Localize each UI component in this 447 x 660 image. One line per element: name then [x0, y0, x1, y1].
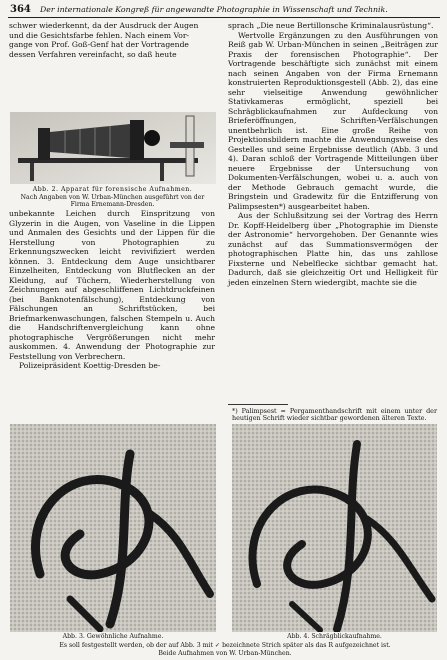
text-line: dessen Verfahren vereinfacht, so daß heute [9, 49, 177, 59]
left-column-body [9, 209, 215, 371]
caption-line: Beide Aufnahmen von W. Urban-München. [158, 649, 292, 657]
text-line: und die Gesichtsfarbe fehlen. Nach einem Vor- [9, 30, 190, 40]
caption-line: Es soll festgestellt werden, ob der auf Abb. 3 mit ✓ bezeichnete Strich später als das R aufgezeichnet ist. [59, 642, 391, 649]
paragraph: Polizeipräsident Koettig-Dresden be- [19, 361, 161, 370]
figure-3-caption: Abb. 3. Gewöhnliche Aufnahme. [62, 633, 164, 640]
caption-line: Abb. 2. Apparat für forensische Aufnahmen. [32, 186, 193, 193]
paragraph: unbekannte Leichen durch Einspritzung von Glyzerin in die Augen, von Vaseline in die Lippen und Anmalen des Gesichts und der Lippen für die Herstellung von Photographien zu Erkennungszwecken leicht revivifiziert werden können. 3. Entdeckung dem Auge unsichtbarer Einzelheiten, Entdeckung von Blutflecken an der Kleidung, auf Tüchern, Wiederherstellung von Zeichnungen auf abgeschliffenen Lichtdruckfeinen (bei Banknotenfälschung), Entdeckung von Fälschungen an Schriftstücken, bei Briefmarkenwaschungen, falschen Stempeln u. Auch die Handschriftenvergleichung kann ohne photographische Vergrößerungen nicht mehr auskommen. 4. Anwendung der Photographie zur Feststellung von Verbrechern. [9, 209, 215, 361]
text-line: gange von Prof. Goß-Genf hat der Vortragende [9, 40, 189, 49]
paragraph: Wertvolle Ergänzungen zu den Ausführungen von Reiß gab W. Urban-München in seinen „Beiträgen zur Praxis der forensischen Photographie“. Der Vortragende beschäftigte sich zunächst mit einem nach seinen Angaben von der Firma Ernemann konstruierten Reproduktionsgestell (Abb. 2), das eine sehr vielseitige Anwendung gewöhnlicher Stativkameras ermöglicht, speziell bei Schrägblickaufnahmen zur Aufdeckung von Brieferöffnungen, Schriften-Verfälschungen unentbehrlich ist. Eine große Reihe von Projektionsbildern machte die Anwendungsweise des Gestelles und seine Ergebnisse deutlich (Abb. 3 und 4). Daran schloß der Vortragende Mitteilungen über neuere Ergebnisse der Untersuchung von Dokumenten-Verfälschungen, wobei u. a. auch von der Methode Gebrauch gemacht wurde, die Bringstein und Gradewitz für die Entzifferung von Palimpsesten*) ausgearbeitet haben. [228, 30, 438, 211]
text-line: schwer wiederkennt, da der Ausdruck der Augen [9, 21, 199, 30]
figure-4-caption: Abb. 4. Schrägblickaufnahme. [287, 633, 382, 640]
right-column [228, 21, 438, 287]
header-rule [8, 17, 440, 18]
page-number: 364 [10, 4, 31, 15]
paragraph: Aus der Schlußsitzung sei der Vortrag des Herrn Dr. Kopff-Heidelberg über „Photographie im Dienste der Astronomie“ hervorgehoben. Der Genannte wies zunächst auf das Summationsvermögen der photographischen Platte hin, das uns zahllose Fixsterne und Nebelflecke sichtbar gemacht hat. Dadurch, daß sie gleichzeitig Ort und Helligkeit für jeden einzelnen Stern wiedergibt, machte sie die [228, 211, 438, 287]
caption-line: Nach Angaben von W. Urban-München ausgeführt von der [20, 193, 205, 201]
camera-apparatus-figure [10, 112, 216, 184]
footnote-rule [228, 404, 288, 405]
running-head: Der internationale Kongreß für angewandte Photographie in Wissenschaft und Technik. [40, 5, 388, 14]
caption-line: Firma Ernemann-Dresden. [70, 201, 155, 208]
figure-2-caption [9, 186, 216, 209]
figures-3-4-caption [40, 642, 410, 657]
handwriting-photo-oblique [232, 424, 437, 632]
left-column-top [9, 21, 215, 59]
handwriting-photo-normal [10, 424, 216, 632]
paragraph: sprach „Die neue Bertillonsche Kriminalausrüstung“. [228, 21, 434, 30]
footnote: *) Palimpsest = Pergamenthandschrift mit einem unter der heutigen Schrift wieder sichtbar gewordenen älteren Texte. [232, 407, 437, 423]
